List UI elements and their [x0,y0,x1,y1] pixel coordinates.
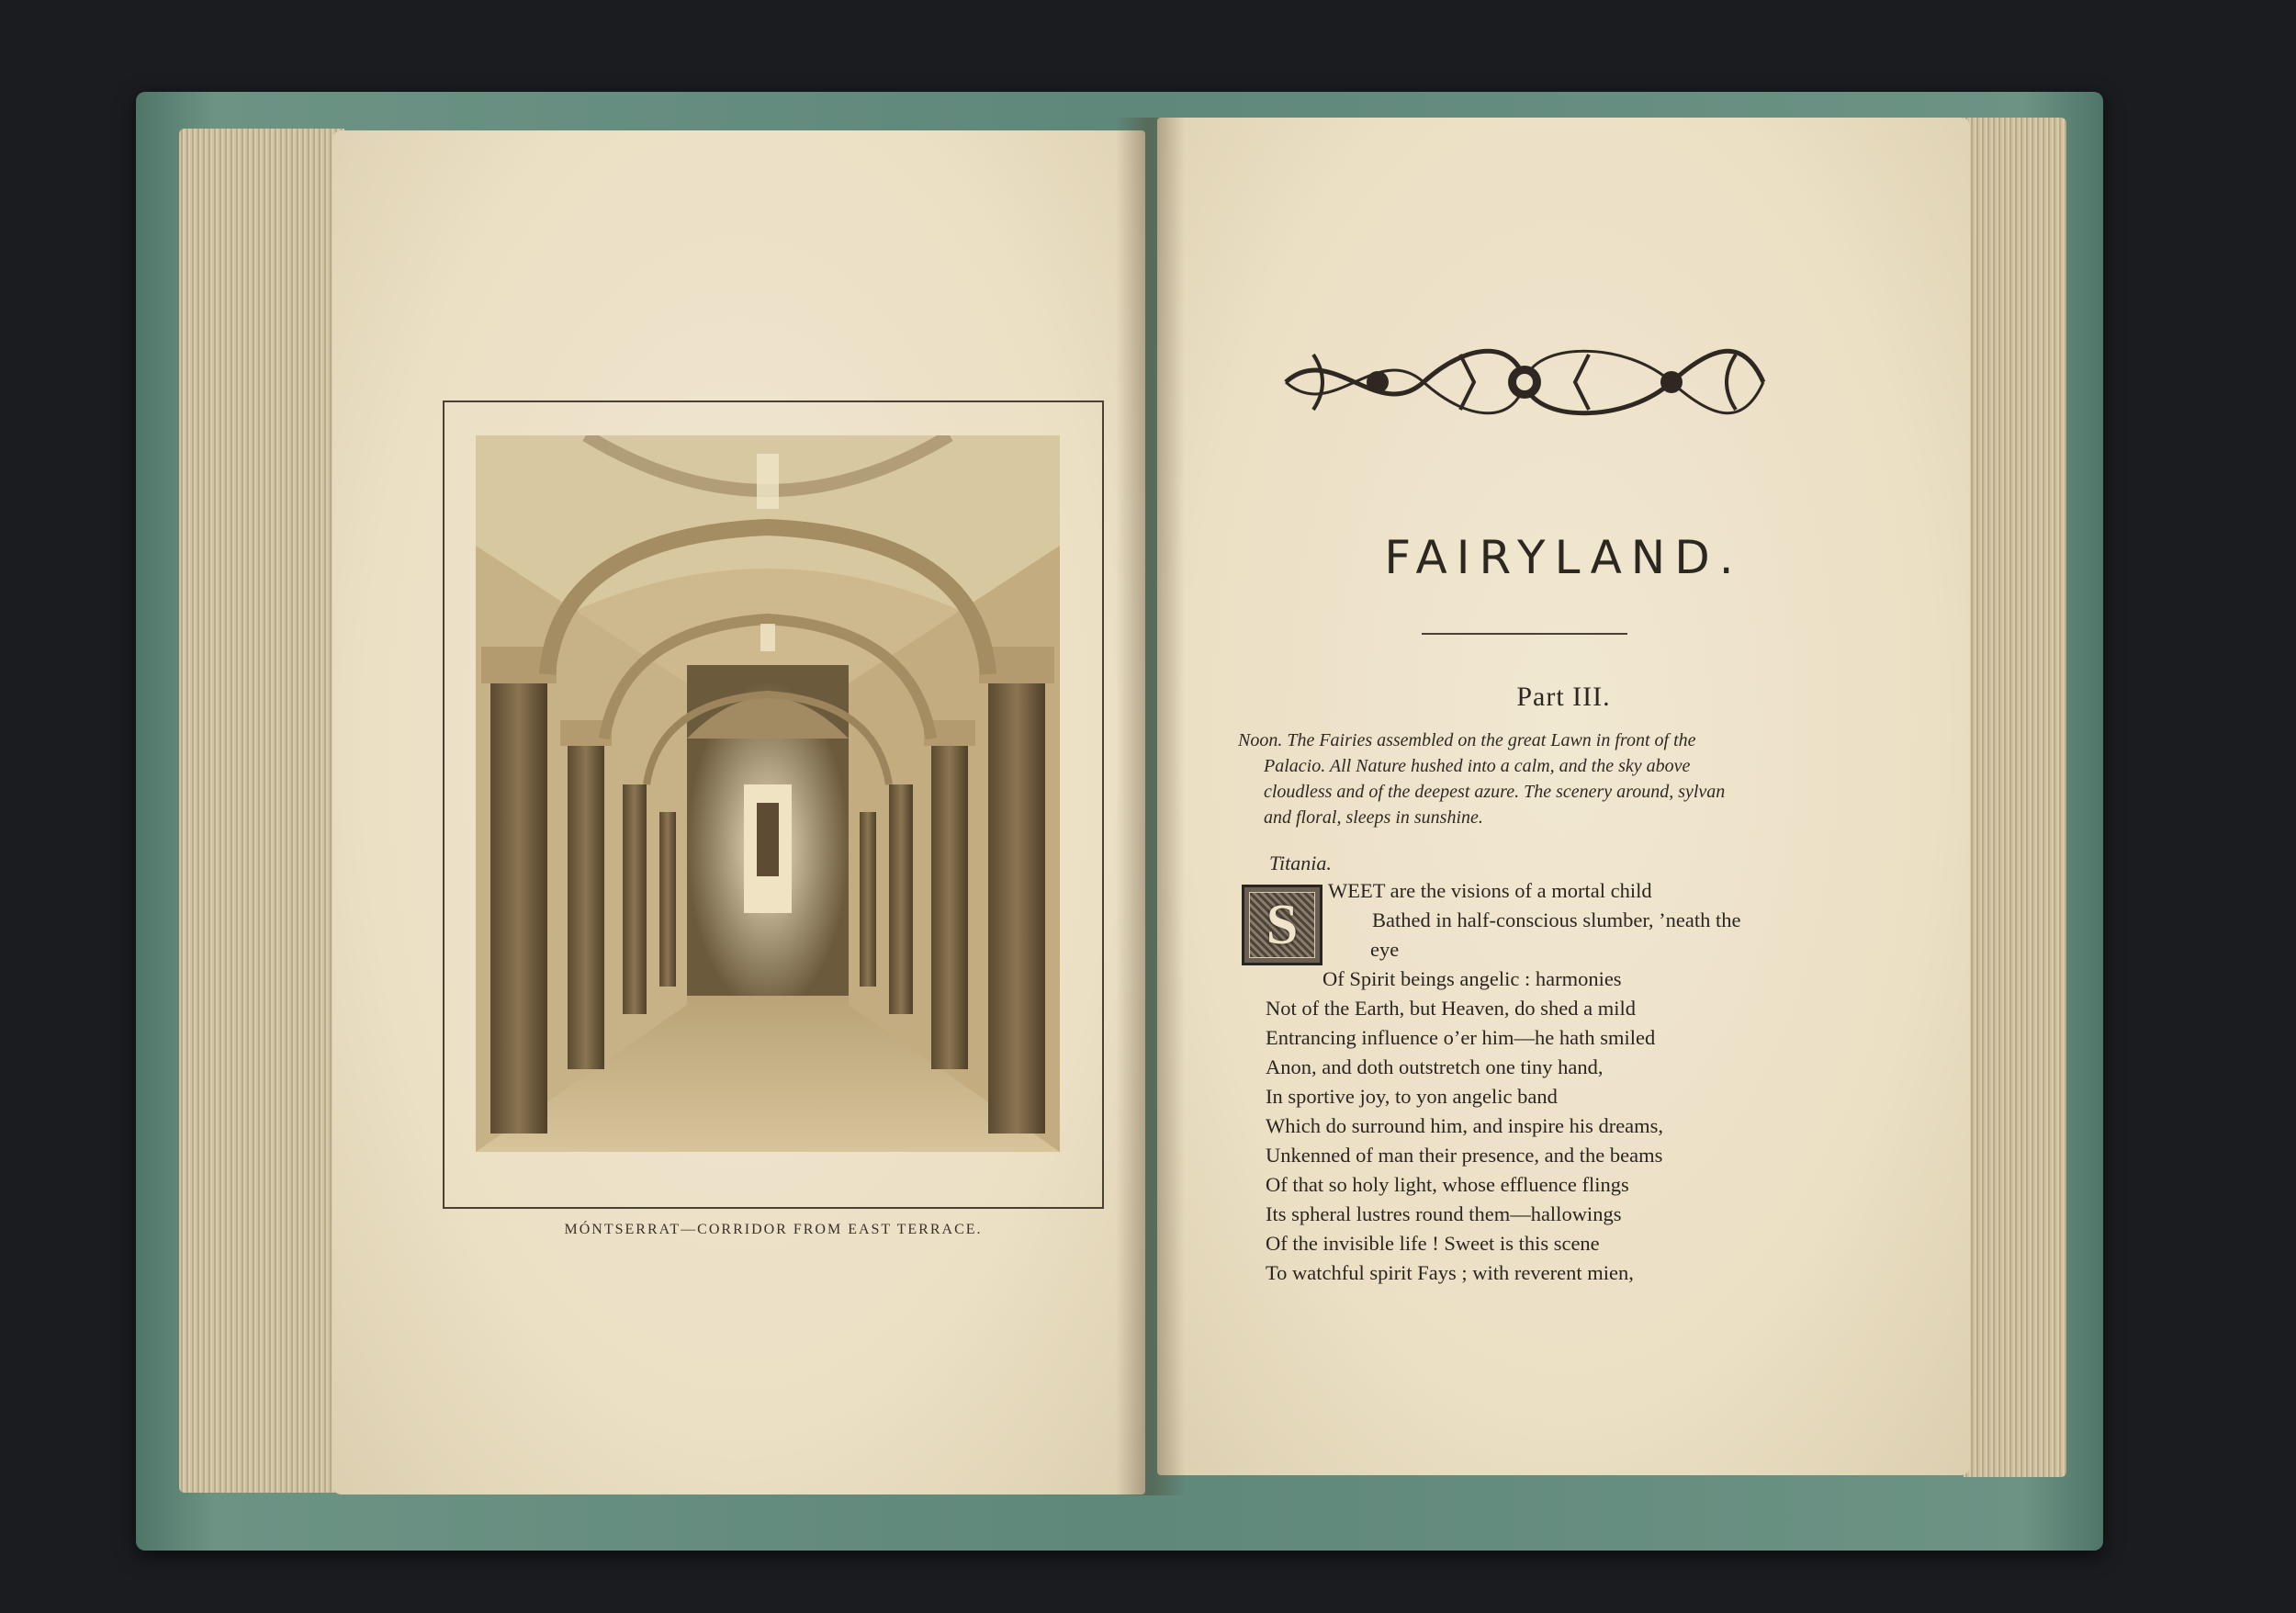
verse-line: In sportive joy, to yon angelic band [1266,1085,1558,1108]
drop-cap-ornament [1249,892,1315,958]
part-heading: Part III. [1516,682,1611,712]
drop-cap [1242,885,1322,965]
verse-line: Its spheral lustres round them—hallowings [1266,1202,1622,1225]
floral-ornament-icon [1277,336,1773,428]
speaker-name: Titania. [1269,852,1332,874]
page-edges-right [1964,118,2066,1477]
book-title: FAIRYLAND. [1384,531,1743,584]
verse-line: Of the invisible life ! Sweet is this scene [1266,1232,1600,1255]
stage-direction-line: Palacio. All Nature hushed into a calm, and the sky above [1264,756,1691,776]
verse-line: eye [1370,938,1400,961]
stage-direction [1238,728,1811,830]
verse-line: Of Spirit beings angelic : harmonies [1322,967,1622,990]
verse-line: Unkenned of man their presence, and the beams [1266,1144,1663,1167]
stage-direction-line: Noon. The Fairies assembled on the great Lawn in front of the [1238,730,1696,750]
stage-direction-line: and floral, sleeps in sunshine. [1264,807,1483,828]
corridor-photograph [476,435,1060,1152]
verse-line: Bathed in half-conscious slumber, ’neath the [1372,908,1741,931]
verse-line: To watchful spirit Fays ; with reverent mien, [1266,1261,1634,1284]
verse-line: WEET are the visions of a mortal child [1328,879,1652,902]
verse-line: Anon, and doth outstretch one tiny hand, [1266,1055,1604,1078]
page-edges-left [179,129,344,1493]
verse-line: Entrancing influence o’er him—he hath smiled [1266,1026,1656,1049]
verse-line: Which do surround him, and inspire his dreams, [1266,1114,1664,1137]
book-gutter [1116,118,1185,1495]
headpiece-ornament [1277,336,1773,428]
verse-line: Of that so holy light, whose effluence flings [1266,1173,1629,1196]
verse-line: Not of the Earth, but Heaven, do shed a mild [1266,997,1637,1020]
corridor-photograph-image [476,435,1060,1152]
photo-caption: MÓNTSERRAT—CORRIDOR FROM EAST TERRACE. [564,1222,983,1237]
stage-direction-line: cloudless and of the deepest azure. The scenery around, sylvan [1264,782,1726,802]
title-rule [1422,633,1627,635]
drop-cap-letter: S [1266,894,1299,956]
